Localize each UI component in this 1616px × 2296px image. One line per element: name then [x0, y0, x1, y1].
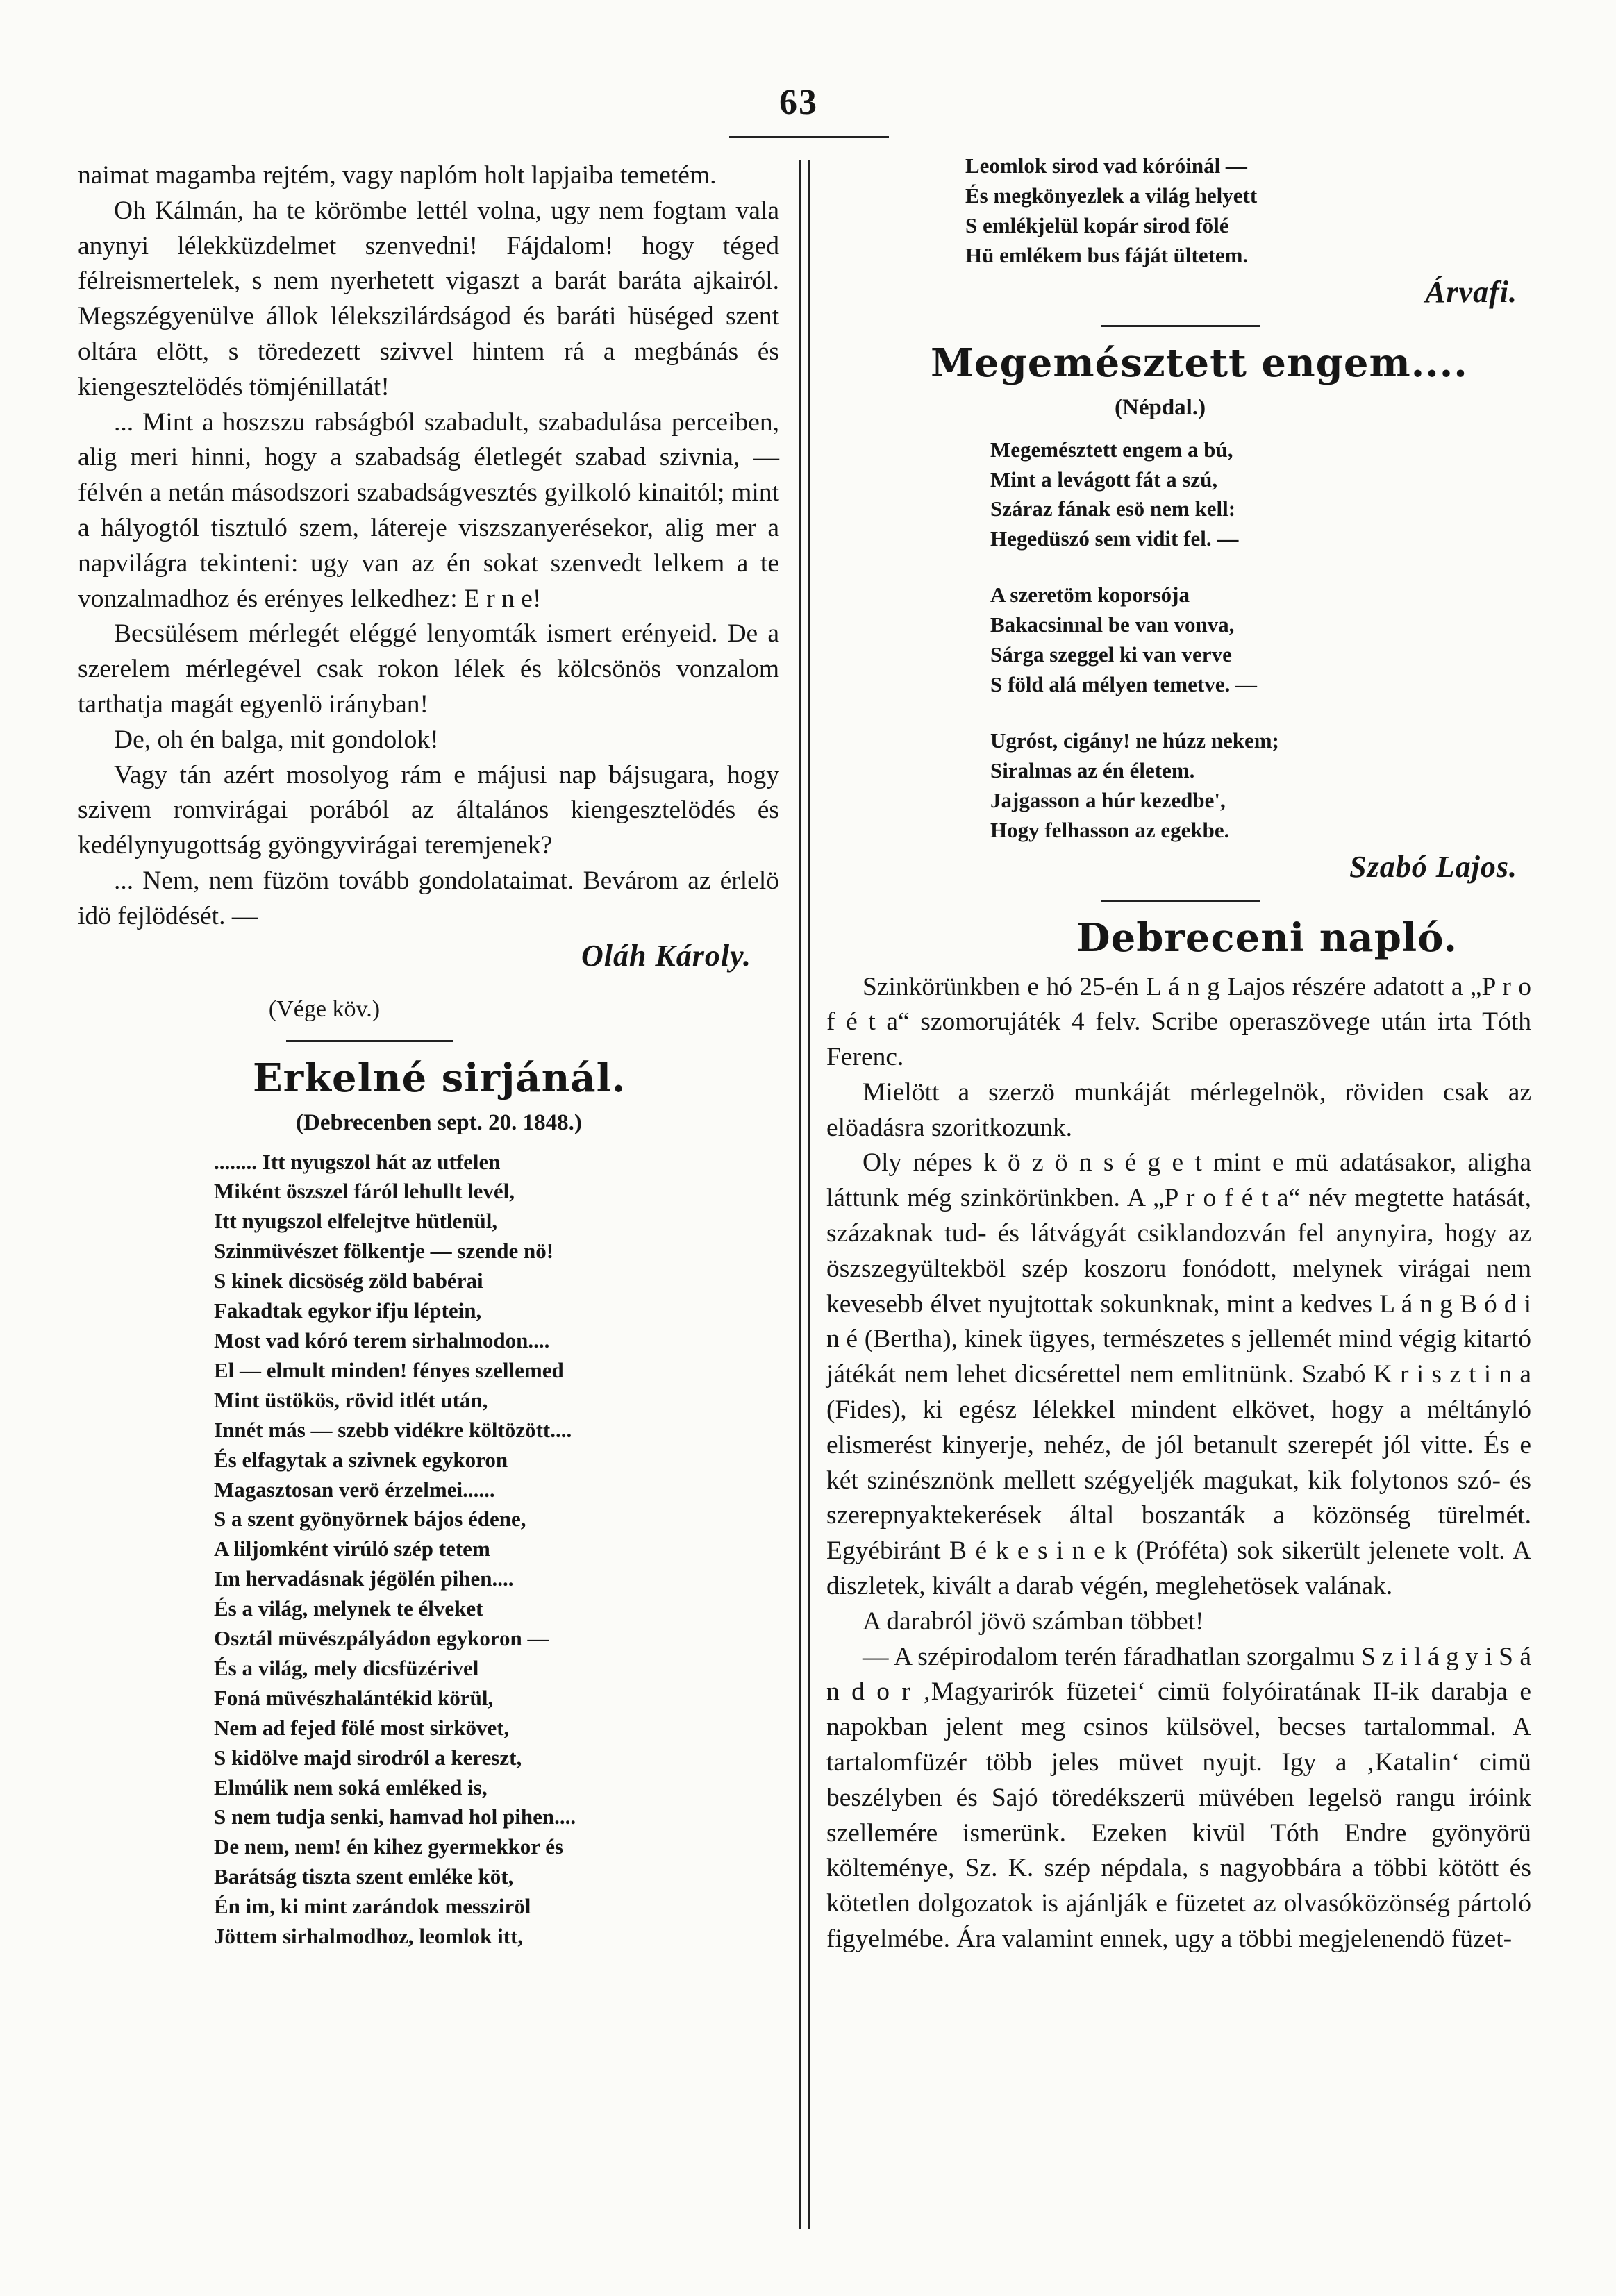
poem-line: S nem tudja senki, hamvad hol pihen.... — [214, 1804, 576, 1829]
poem-line: Siralmas az én életem. — [990, 757, 1195, 782]
section-rule — [1101, 325, 1260, 327]
poem-line: És a világ, melynek te élveket — [214, 1596, 483, 1621]
poem-line: Szinmüvészet fölkentje — szende nö! — [214, 1239, 554, 1264]
folk-song-title: Megemésztett engem.... — [931, 340, 1468, 386]
section-rule — [286, 1040, 453, 1042]
poem-line: Osztál müvészpályádon egykoron — — [214, 1626, 549, 1651]
poem-line: Ugróst, cigány! ne húzz nekem; — [990, 728, 1279, 753]
poem-line: Hegedüszó sem vidit fel. — — [990, 526, 1239, 551]
poem-line: A szeretöm koporsója — [990, 583, 1190, 607]
folk-song-subtitle: (Népdal.) — [1115, 394, 1206, 420]
poem — [78, 1052, 779, 1952]
prose-paragraph: ... Mint a hoszszu rabságból szabadult, szabadulása perceiben, alig meri hinni, hogy a szabadság életlegét szabad szivnia, — félvén a netán másodszori szabadságvesztés gyilkoló kinaitól; mint a hályogtól tisztuló szem, látereje viszszanyerésekor, alig mer a napvilágra tekinteni: ugy van az én sokat szenvedt lelkem a te vonzalmadhoz és erényes lelkedhez: E r n e! — [78, 408, 779, 613]
prose-paragraph: De, oh én balga, mit gondolok! — [114, 725, 439, 754]
poem-line: El — elmult minden! fényes szellemed — [214, 1357, 564, 1382]
poem-line: De nem, nem! én kihez gyermekkor és — [214, 1834, 564, 1859]
poem-body — [81, 1148, 779, 1952]
continued-note: (Vége köv.) — [268, 996, 381, 1022]
poem-line: S kidölve majd sirodról a kereszt, — [214, 1745, 522, 1770]
poem-subtitle: (Debrecenben sept. 20. 1848.) — [296, 1109, 582, 1135]
author-signature: Oláh Károly. — [581, 938, 751, 973]
poem-line: Megemésztett engem a bú, — [990, 437, 1233, 462]
diary-section — [826, 912, 1531, 1957]
poem-line: Foná müvészhalántékid körül, — [214, 1685, 494, 1710]
poem-ending — [826, 151, 1531, 271]
left-column — [78, 158, 779, 1952]
poem-line: S a szent gyönyörnek bájos édene, — [214, 1507, 526, 1532]
poem-line: ........ Itt nyugszol hát az utfelen — [214, 1149, 501, 1174]
prose-paragraph: Vagy tán azért mosolyog rám e májusi nap bájsugara, hogy szivem romvirágai porából az általános kiengesztelödés és kedélynyugottság gyöngyvirágai teremjenek? — [78, 760, 779, 860]
section-rule — [1101, 900, 1260, 902]
folk-song-body — [826, 435, 1531, 846]
poem-line: Most vad kóró terem sirhalmodon.... — [214, 1327, 550, 1352]
folk-song — [826, 337, 1531, 889]
poem-line: Itt nyugszol elfelejtve hütlenül, — [214, 1209, 498, 1234]
poem-line: Hü emlékem bus fáját ültetem. — [965, 242, 1249, 267]
poem-line: S kinek dicsöség zöld babérai — [214, 1268, 483, 1293]
poem-line: Bakacsinnal be van vonva, — [990, 612, 1235, 637]
right-column — [826, 151, 1531, 1957]
stanza — [990, 726, 1531, 846]
poem-line: Sárga szeggel ki van verve — [990, 642, 1232, 667]
poem-line: A liljomként virúló szép tetem — [214, 1536, 490, 1561]
stanza — [990, 580, 1531, 700]
poem-line: Hogy felhasson az egekbe. — [990, 817, 1230, 842]
author-signature: Szabó Lajos. — [1349, 849, 1517, 884]
poem-line: Nem ad fejed fölé most sirkövet, — [214, 1715, 510, 1740]
poem-line: Innét más — szebb vidékre költözött.... — [214, 1417, 572, 1442]
poem-line: És a világ, mely dicsfüzérivel — [214, 1655, 479, 1680]
diary-paragraph: Mielött a szerzö munkáját mérlegelnök, röviden csak az elöadásra szoritkozunk. — [826, 1078, 1531, 1142]
stanza — [990, 435, 1531, 555]
author-signature: Árvafi. — [1425, 274, 1517, 309]
poem-line: Én im, ki mint zarándok messziröl — [214, 1894, 531, 1919]
poem-line: Magasztosan verö érzelmei...... — [214, 1477, 495, 1502]
poem-line: Im hervadásnak jégölén pihen.... — [214, 1566, 514, 1591]
poem-line: És megkönyezlek a világ helyett — [965, 183, 1258, 208]
column-divider — [799, 160, 801, 2229]
poem-line: Jöttem sirhalmodhoz, leomlok itt, — [214, 1924, 524, 1949]
poem-title: Erkelné sirjánál. — [253, 1055, 626, 1101]
prose-paragraph: Oh Kálmán, ha te körömbe lettél volna, ugy nem fogtam vala anynyi lélekküzdelmet szenvedni! Fájdalom! hogy téged félreismertelek, s nem nyerhetett vigaszt a barát baráta ajkairól. Megszégyenülve állok lélekszilárdságod és baráti hüséged szent oltára elött, s töredezett szivvel hintem rá a megbánás és kiengesztelödés tömjénillatát! — [78, 196, 779, 401]
diary-paragraph: Szinkörünkben e hó 25-én L á n g Lajos részére adatott a „P r o f é t a“ szomorujáték 4 felv. Scribe operaszövege után irta Tóth Ferenc. — [826, 972, 1531, 1072]
diary-paragraph: — A szépirodalom terén fáradhatlan szorgalmu S z i l á g y i S á n d o r ‚Magyarirók füzetei‘ cimü folyóiratának II-ik darabja e napokban jelent meg csinos külsövel, becses tartalommal. A tartalomfüzér több jeles müvet nyujt. Igy a ‚Katalin‘ cimü beszélyben és Sajó töredékszerü müvében legelsö rangu iróink szellemére ismerünk. Ezeken kivül Tóth Endre gyönyörü költeménye, Sz. K. szép népdala, s nagyobbára a többi kötött és kötetlen dolgozatok is ajánlják e füzetet az olvasóközönség pártoló figyelmébe. Ára valamint ennek, ugy a többi megjelenendö füzet- — [826, 1642, 1531, 1954]
prose-paragraph: naimat magamba rejtém, vagy naplóm holt lapjaiba temetém. — [78, 161, 717, 190]
poem-line: Barátság tiszta szent emléke köt, — [214, 1864, 514, 1889]
poem-line: Leomlok sirod vad kóróinál — — [965, 153, 1247, 178]
page-number-rule — [729, 136, 889, 138]
poem-line: Mint a levágott fát a szú, — [990, 467, 1218, 492]
poem-line: Elmúlik nem soká emléked is, — [214, 1775, 488, 1800]
diary-paragraph: Oly népes k ö z ö n s é g e t mint e mü adatásakor, aligha láttunk még szinkörünkben. A „P r o f é t a“ név megtette hatását, százaknak tud- és látvágyát csiklandozván fel anynyira, hogy az öszszegyültekböl szép koszoru fonódott, melynek virágai nem kevesebb élvet nyujtottak sokunknak, mint a kedves L á n g B ó d i n é (Bertha), kinek ügyes, természetes s jellemét mind végig kitartó játékát nem lehet dicsérettel nem emlitnünk. Szabó K r i s z t i n a (Fides), ki egész lélekkel mindent elkövet, hogy a méltányló elismerést kinyerje, nehéz, de jól betanult szerepét jól vitte. És e két szinésznönk mellett szégyeljék magukat, kik folytonos szó- és szerepnyaktekerések által boszanták a közönség türelmét. Egyébiránt B é k e s i n e k (Próféta) sok sikerült jelenete volt. A diszletek, kivált a darab végén, meglehetösek valának. — [826, 1148, 1531, 1601]
prose-paragraph: Becsülésem mérlegét eléggé lenyomták ismert erényeid. De a szerelem mérlegével csak rokon lélek és kölcsönös vonzalom tarthatja magát egyenlö irányban! — [78, 619, 779, 719]
page-number: 63 — [779, 83, 818, 122]
prose-paragraph: ... Nem, nem füzöm tovább gondolataimat. Bevárom az érlelö idö fejlödését. — — [78, 866, 779, 930]
diary-paragraph: A darabról jövö számban többet! — [863, 1607, 1204, 1636]
poem-line: S emlékjelül kopár sirod fölé — [965, 212, 1229, 237]
poem-line: És elfagytak a szivnek egykoron — [214, 1447, 508, 1472]
diary-title: Debreceni napló. — [1076, 914, 1458, 961]
poem-line: Mint üstökös, rövid itlét után, — [214, 1387, 488, 1412]
poem-line: S föld alá mélyen temetve. — — [990, 671, 1257, 696]
poem-line: Fakadtak egykor ifju léptein, — [214, 1298, 482, 1323]
poem-line: Száraz fának esö nem kell: — [990, 496, 1236, 521]
column-divider — [808, 160, 810, 2229]
poem-line: Jajgasson a húr kezedbe', — [990, 787, 1226, 812]
poem-line: Miként öszszel fáról lehullt levél, — [214, 1179, 515, 1204]
